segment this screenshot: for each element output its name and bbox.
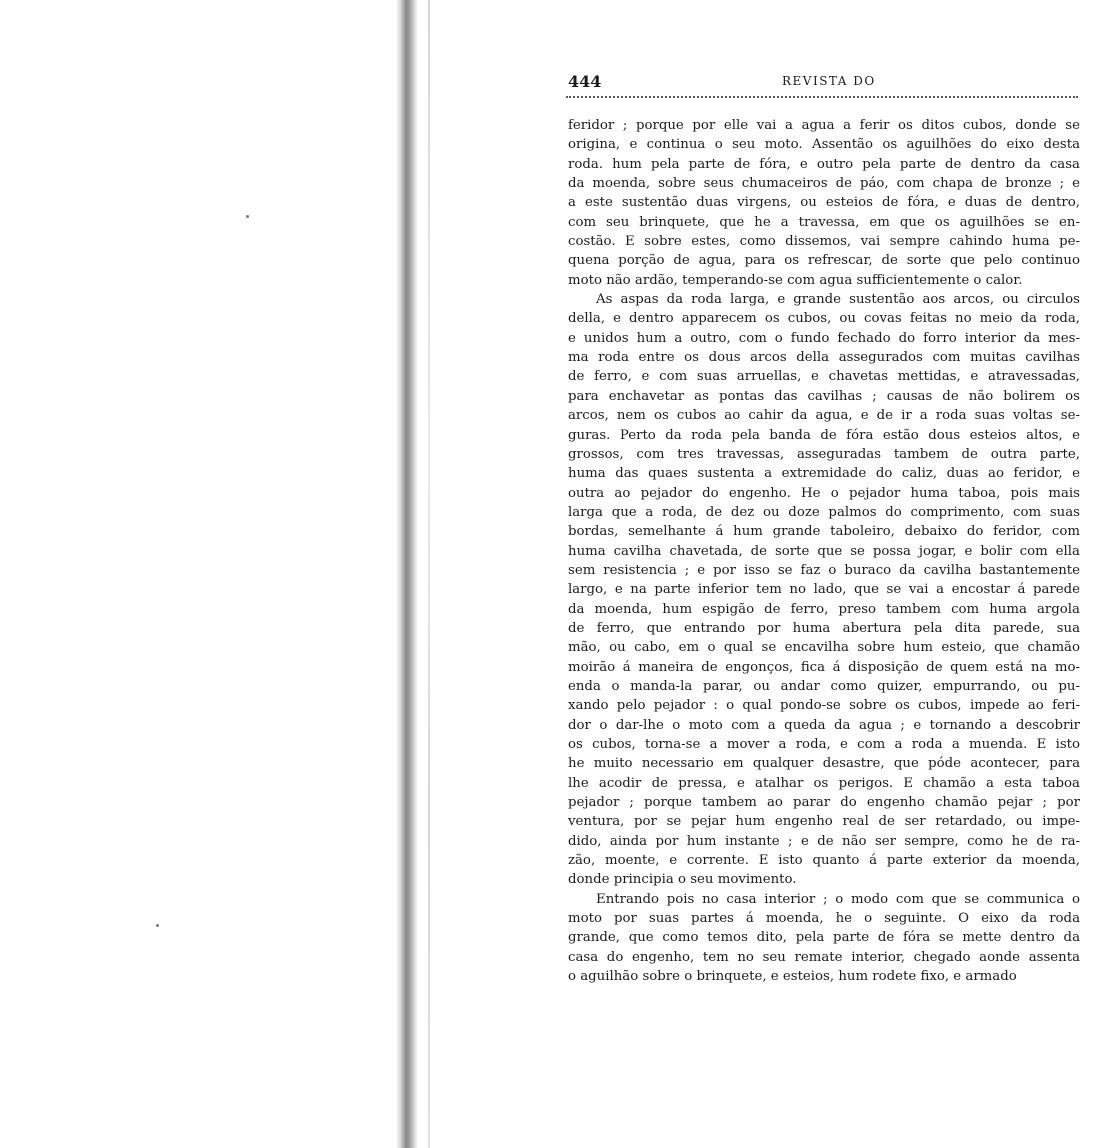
text-line: dor o dar-lhe o moto com a queda da agua ; e tornando a descobrir [568, 717, 1080, 733]
text-line: donde principia o seu movimento. [568, 872, 797, 888]
text-line: da moenda, sobre seus chumaceiros de páo, com chapa de bronze ; e [568, 176, 1080, 192]
text-line: moirão á maneira de engonços, fica á disposição de quem está na mo- [568, 659, 1080, 675]
text-line: quena porção de agua, para os refrescar, de sorte que pelo continuo [568, 253, 1080, 269]
text-line: costão. E sobre estes, como dissemos, vai sempre cahindo huma pe- [568, 234, 1080, 250]
text-line: os cubos, torna-se a mover a roda, e com a roda a muenda. E isto [568, 737, 1080, 752]
text-line: largo, e na parte inferior tem no lado, que se vai a encostar á parede [568, 582, 1080, 598]
text-line: lhe acodir de pressa, e atalhar os perigos. E chamão a esta taboa [568, 775, 1080, 791]
text-line: o aguilhão sobre o brinquete, e esteios, hum rodete fixo, e armado [568, 969, 1017, 985]
text-line: bordas, semelhante á hum grande taboleiro, debaixo do feridor, com [568, 524, 1080, 540]
text-line: de ferro, que entrando por huma abertura pela dita parede, sua [568, 620, 1080, 636]
text-line: pejador ; porque tambem ao parar do engenho chamão pejar ; por [568, 795, 1080, 811]
text-line: para enchavetar as pontas das cavilhas ; causas de não bolirem os [568, 388, 1080, 404]
running-head: REVISTA DO [782, 74, 876, 88]
text-line: arcos, nem os cubos ao cahir da agua, e de ir a roda suas voltas se- [568, 408, 1080, 424]
text-line: da moenda, hum espigão de ferro, preso tambem com huma argola [568, 601, 1080, 617]
text-line: zão, moente, e corrente. E isto quanto á parte exterior da moenda, [568, 853, 1080, 869]
text-line: moto por suas partes á moenda, he o seguinte. O eixo da roda [568, 911, 1080, 927]
text-line: origina, e continua o seu moto. Assentão os aguilhões do eixo desta [568, 137, 1080, 153]
text-line: enda o manda-la parar, ou andar como quizer, empurrando, ou pu- [568, 678, 1080, 694]
text-line: e unidos hum a outro, com o fundo fechado do forro interior da mes- [568, 330, 1080, 346]
text-line: roda. hum pela parte de fóra, e outro pela parte de dentro da casa [568, 156, 1080, 172]
text-line: Entrando pois no casa interior ; o modo com que se communica o [596, 891, 1080, 907]
page-number: 444 [568, 72, 602, 91]
scan-speck [246, 215, 249, 218]
paragraph [568, 116, 1080, 290]
text-line: outra ao pejador do engenho. He o pejador huma taboa, pois mais [568, 485, 1080, 501]
text-line: ma roda entre os dous arcos della assegurados com muitas cavilhas [568, 350, 1080, 366]
text-line: mão, ou cabo, em o qual se encavilha sobre hum esteio, que chamão [568, 640, 1080, 656]
book-gutter [396, 0, 418, 1148]
text-line: della, e dentro apparecem os cubos, ou covas feitas no meio da roda, [568, 311, 1080, 327]
scan-speck [156, 924, 159, 927]
text-line: ventura, por se pejar hum engenho real de ser retardado, ou impe- [568, 814, 1080, 830]
text-line: huma das quaes sustenta a extremidade do caliz, duas ao feridor, e [568, 466, 1080, 482]
gutter-shadow [428, 0, 430, 1148]
text-line: larga que a roda, de dez ou doze palmos do comprimento, com suas [568, 504, 1080, 520]
text-line: de ferro, e com suas arruellas, e chavetas mettidas, e atravessadas, [568, 369, 1080, 385]
text-line: casa do engenho, tem no seu remate interior, chegado aonde assenta [568, 949, 1080, 965]
text-line: xando pelo pejador : o qual pondo-se sobre os cubos, impede ao feri- [568, 698, 1080, 714]
page-header [566, 70, 1082, 94]
text-line: feridor ; porque por elle vai a agua a ferir os ditos cubos, donde se [568, 118, 1080, 133]
text-line: moto não ardão, temperando-se com agua sufficientemente o calor. [568, 272, 1023, 288]
book-page [566, 70, 1082, 985]
text-line: guras. Perto da roda pela banda de fóra estão dous esteios altos, e [568, 427, 1080, 443]
body-text [568, 116, 1080, 986]
text-line: grossos, com tres travessas, asseguradas tambem de outra parte, [568, 446, 1080, 462]
header-rule [566, 96, 1078, 98]
text-line: dido, ainda por hum instante ; e de não ser sempre, como he de ra- [568, 833, 1080, 849]
text-line: As aspas da roda larga, e grande sustentão aos arcos, ou circulos [596, 292, 1080, 308]
paragraph [568, 890, 1080, 987]
text-line: a este sustentão duas virgens, ou esteios de fóra, e duas de dentro, [568, 195, 1080, 211]
text-line: huma cavilha chavetada, de sorte que se possa jogar, e bolir com ella [568, 543, 1080, 559]
paragraph [568, 290, 1080, 890]
text-line: he muito necessario em qualquer desastre, que póde acontecer, para [568, 756, 1080, 772]
text-line: grande, que como temos dito, pela parte de fóra se mette dentro da [568, 930, 1080, 946]
text-line: com seu brinquete, que he a travessa, em que os aguilhões se en- [568, 214, 1080, 230]
text-line: sem resistencia ; e por isso se faz o buraco da cavilha bastantemente [568, 562, 1080, 578]
